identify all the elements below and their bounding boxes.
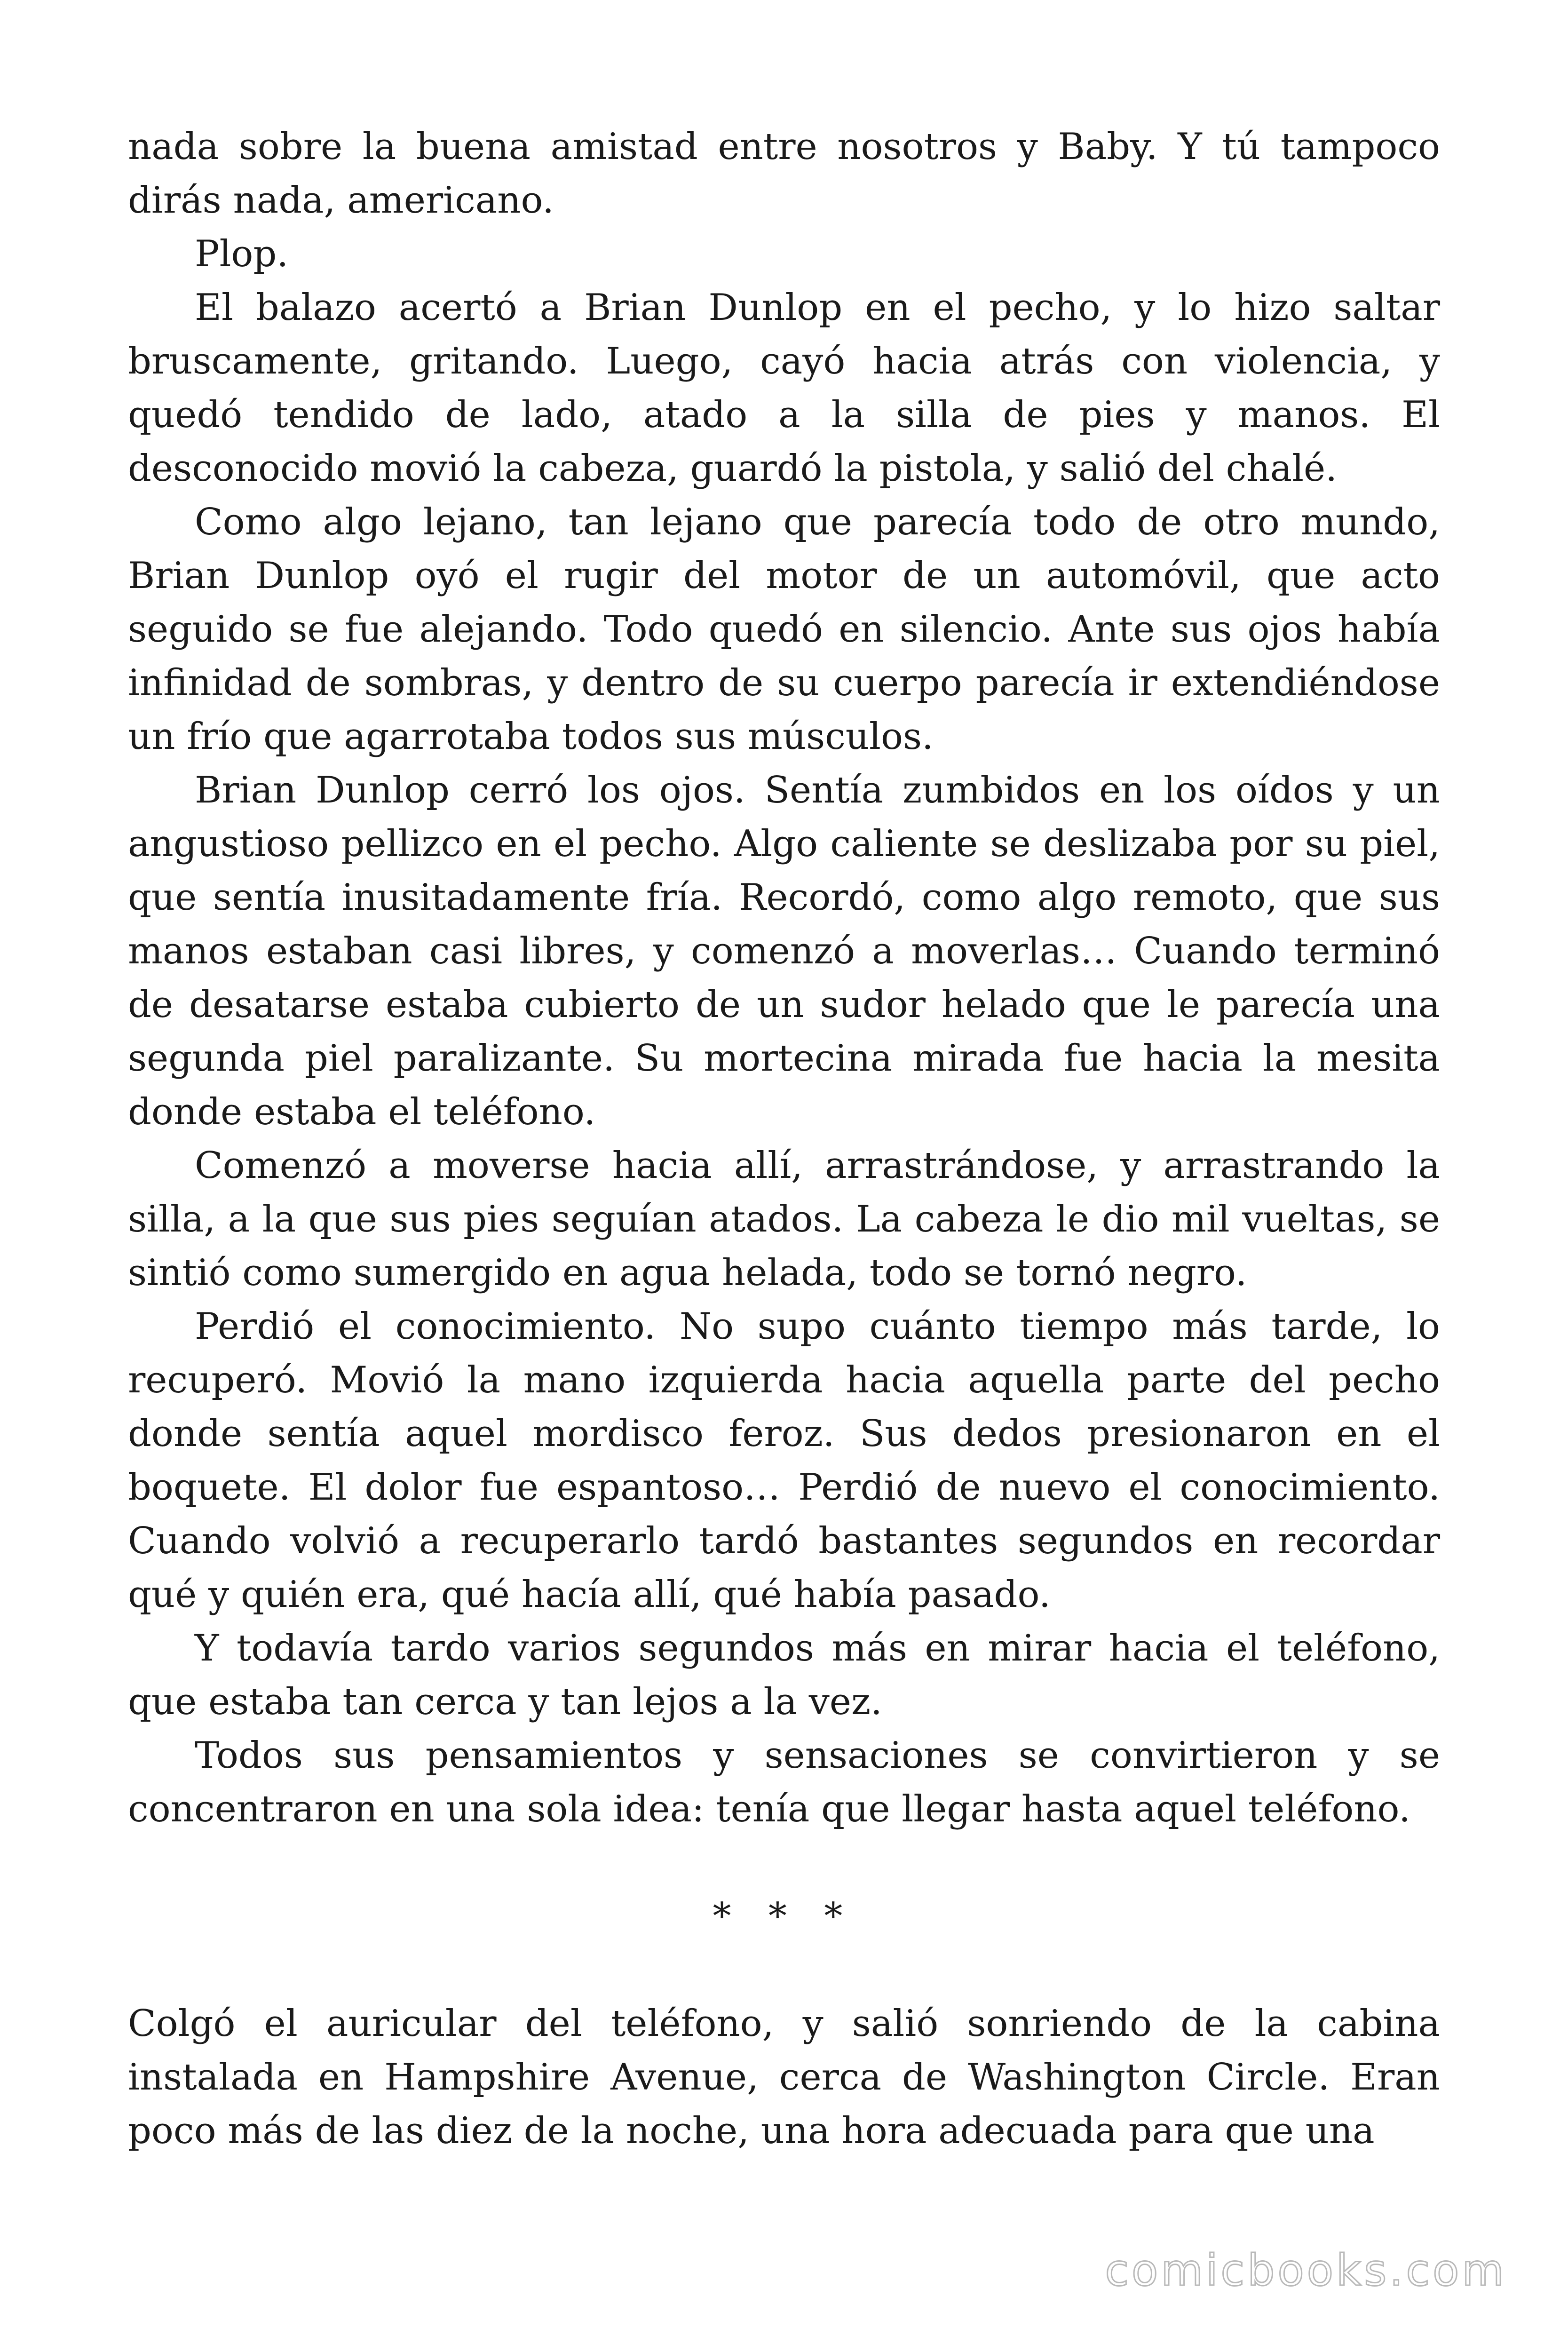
paragraph-9: Todos sus pensamientos y sensaciones se convirtieron y se concentraron en una sola idea: tenía que llegar hasta aquel teléfono. xyxy=(128,1734,1440,1830)
paragraph-3: El balazo acertó a Brian Dunlop en el pecho, y lo hizo saltar bruscamente, gritando. Luego, cayó hacia atrás con violencia, y quedó tendido de lado, atado a la silla de pies y manos. El desconocido movió la cabeza, guardó la pistola, y salió del chalé. xyxy=(128,286,1440,490)
paragraph-1: nada sobre la buena amistad entre nosotros y Baby. Y tú tampoco dirás nada, americano. xyxy=(128,126,1440,222)
paragraph-5: Brian Dunlop cerró los ojos. Sentía zumbidos en los oídos y un angustioso pellizco en el pecho. Algo caliente se deslizaba por su piel, que sentía inusitadamente fría. Recordó, como algo remoto, que sus manos estaban casi libres, y comenzó a moverlas… Cuando terminó de desatarse estaba cubierto de un sudor helado que le parecía una segunda piel paralizante. Su mortecina mirada fue hacia la mesita donde estaba el teléfono. xyxy=(128,769,1440,1133)
scene-break: * * * xyxy=(713,1895,855,1938)
book-page xyxy=(128,120,1440,2158)
paragraph-after-break: Colgó el auricular del teléfono, y salió sonriendo de la cabina instalada en Hampshire Avenue, cerca de Washington Circle. Eran poco más de las diez de la noche, una hora adecuada para que una xyxy=(128,2002,1440,2152)
watermark-logo: comicbooks.com xyxy=(1105,2245,1507,2296)
paragraph-6: Comenzó a moverse hacia allí, arrastrándose, y arrastrando la silla, a la que sus pies seguían atados. La cabeza le dio mil vueltas, se sintió como sumergido en agua helada, todo se tornó negro. xyxy=(128,1144,1440,1294)
paragraph-8: Y todavía tardo varios segundos más en mirar hacia el teléfono, que estaba tan cerca y tan lejos a la vez. xyxy=(128,1627,1440,1723)
paragraph-2: Plop. xyxy=(195,233,289,275)
paragraph-4: Como algo lejano, tan lejano que parecía todo de otro mundo, Brian Dunlop oyó el rugir del motor de un automóvil, que acto seguido se fue alejando. Todo quedó en silencio. Ante sus ojos había infinidad de sombras, y dentro de su cuerpo parecía ir extendiéndose un frío que agarrotaba todos sus músculos. xyxy=(128,501,1440,758)
paragraph-7: Perdió el conocimiento. No supo cuánto tiempo más tarde, lo recuperó. Movió la mano izquierda hacia aquella parte del pecho donde sentía aquel mordisco feroz. Sus dedos presionaron en el boquete. El dolor fue espantoso… Perdió de nuevo el conocimiento. Cuando volvió a recuperarlo tardó bastantes segundos en recordar qué y quién era, qué hacía allí, qué había pasado. xyxy=(128,1305,1440,1616)
